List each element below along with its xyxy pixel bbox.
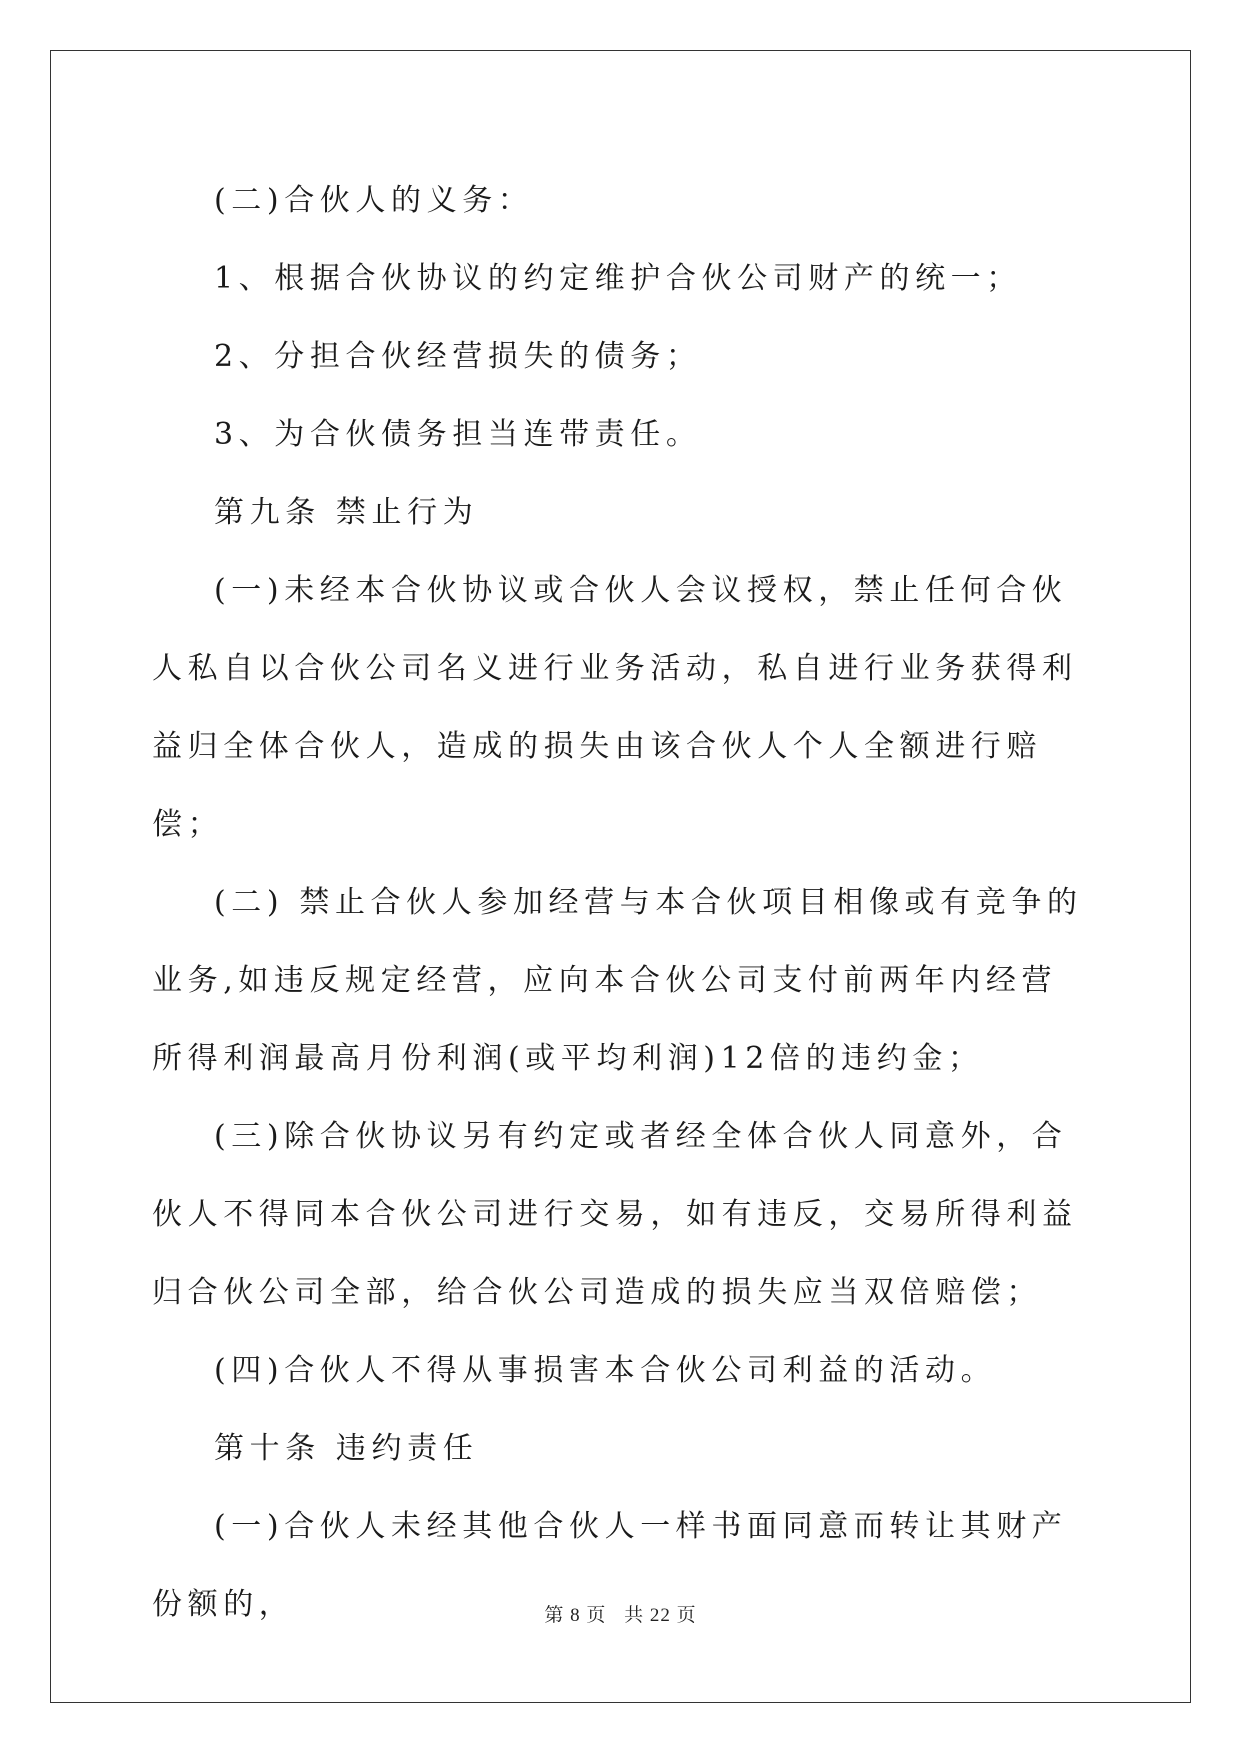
page-number: 第 8 页 [544, 1605, 607, 1626]
paragraph: 1、根据合伙协议的约定维护合伙公司财产的统一； [214, 261, 1022, 296]
paragraph: (二) 禁止合伙人参加经营与本合伙项目相像或有竞争的业务,如违反规定经营，应向本合伙公司支付前两年内经营所得利润最高月份利润(或平均利润)12倍的违约金； [152, 885, 1083, 1076]
paragraph: 3、为合伙债务担当连带责任。 [214, 417, 702, 452]
paragraph: 2、分担合伙经营损失的债务； [214, 339, 702, 374]
paragraph: (三)除合伙协议另有约定或者经全体合伙人同意外，合伙人不得同本合伙公司进行交易，如有违反，交易所得利益归合伙公司全部，给合伙公司造成的损失应当双倍赔偿； [152, 1119, 1078, 1310]
page-total: 共 22 页 [624, 1605, 697, 1626]
paragraph: (一)未经本合伙协议或合伙人会议授权，禁止任何合伙人私自以合伙公司名义进行业务活动，私自进行业务获得利益归全体合伙人，造成的损失由该合伙人个人全额进行赔偿； [152, 573, 1078, 842]
paragraph: (一)合伙人未经其他合伙人一样书面同意而转让其财产份额的， [152, 1509, 1068, 1622]
page-footer [0, 1600, 1241, 1627]
paragraph: (四)合伙人不得从事损害本合伙公司利益的活动。 [214, 1353, 997, 1388]
document-body [152, 162, 1092, 1644]
section-heading: 第十条 违约责任 [214, 1431, 479, 1466]
section-heading: 第九条 禁止行为 [214, 495, 479, 530]
paragraph: (二)合伙人的义务： [214, 183, 534, 218]
